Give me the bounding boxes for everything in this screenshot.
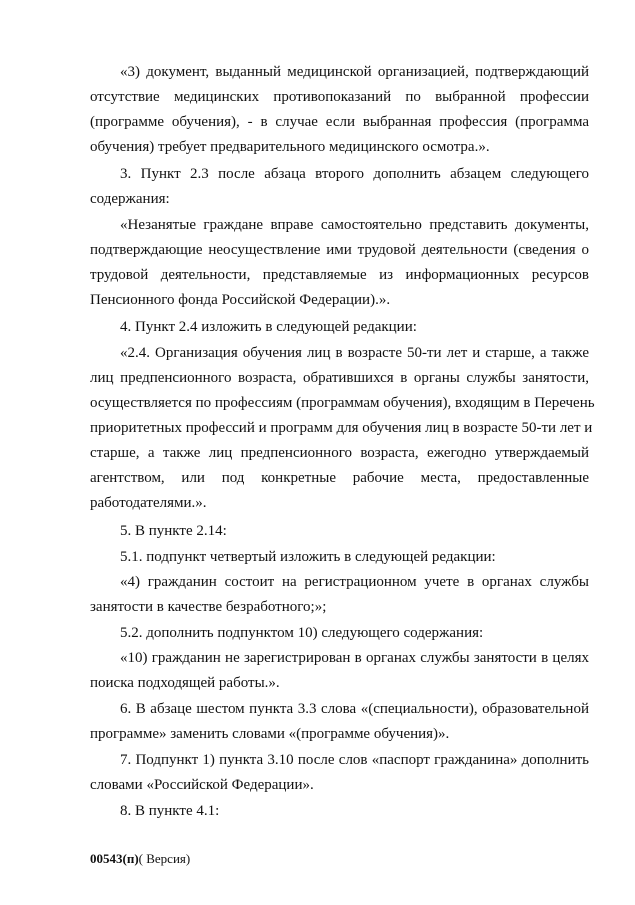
text-line: 5. В пункте 2.14:	[120, 523, 227, 539]
paragraph	[90, 162, 589, 212]
paragraph	[90, 646, 589, 696]
paragraph	[90, 697, 589, 747]
text-line: «2.4. Организация обучения лиц в возрасте 50-ти лет и старше, а также	[120, 345, 589, 361]
text-line: словами «Российской Федерации».	[90, 777, 314, 793]
text-line: занятости в качестве безработного;»;	[90, 599, 327, 615]
paragraph	[90, 545, 589, 570]
text-line: отсутствие медицинских противопоказаний по выбранной профессии	[90, 89, 589, 105]
text-line: подтверждающие неосуществление ими трудовой деятельности (сведения о	[90, 242, 589, 258]
text-line: трудовой деятельности, представляемые из информационных ресурсов	[90, 267, 589, 283]
paragraph	[90, 519, 589, 544]
text-line: поиска подходящей работы.».	[90, 675, 280, 691]
text-line: лиц предпенсионного возраста, обратившихся в органы службы занятости,	[90, 370, 589, 386]
text-line: приоритетных профессий и программ для обучения лиц в возрасте 50-ти лет и	[90, 420, 593, 436]
paragraph	[90, 213, 589, 313]
text-line: «Незанятые граждане вправе самостоятельно представить документы,	[120, 217, 589, 233]
text-line: обучения) требует предварительного медицинского осмотра.».	[90, 139, 490, 155]
paragraph	[90, 570, 589, 620]
text-line: 8. В пункте 4.1:	[120, 803, 220, 819]
text-line: «10) гражданин не зарегистрирован в органах службы занятости в целях	[120, 650, 589, 666]
paragraph	[90, 799, 589, 824]
text-line: 7. Подпункт 1) пункта 3.10 после слов «паспорт гражданина» дополнить	[120, 752, 589, 768]
text-line: 4. Пункт 2.4 изложить в следующей редакции:	[120, 319, 417, 335]
document-code: 00543(п)	[90, 851, 139, 866]
text-line: «3) документ, выданный медицинской организацией, подтверждающий	[120, 64, 589, 80]
text-line: Пенсионного фонда Российской Федерации).».	[90, 292, 391, 308]
text-line: 5.2. дополнить подпунктом 10) следующего содержания:	[120, 625, 484, 641]
paragraph	[90, 315, 589, 340]
document-footer	[90, 851, 190, 867]
paragraph	[90, 341, 595, 516]
text-line: 5.1. подпункт четвертый изложить в следующей редакции:	[120, 549, 496, 565]
text-line: «4) гражданин состоит на регистрационном учете в органах службы	[120, 574, 589, 590]
text-line: (программе обучения), - в случае если выбранная профессия (программа	[90, 114, 589, 130]
text-line: 6. В абзаце шестом пункта 3.3 слова «(специальности), образовательной	[120, 701, 589, 717]
text-line: работодателями.».	[90, 495, 207, 511]
paragraph	[90, 60, 589, 160]
paragraph	[90, 748, 589, 798]
version-label: ( Версия)	[138, 851, 191, 866]
text-line: программе» заменить словами «(программе обучения)».	[90, 726, 450, 742]
text-line: осуществляется по профессиям (программам обучения), входящим в Перечень	[90, 395, 595, 411]
text-line: агентством, или под конкретные рабочие места, предоставленные	[90, 470, 589, 486]
paragraph	[90, 621, 589, 646]
text-line: содержания:	[90, 191, 170, 207]
text-line: старше, а также лиц предпенсионного возраста, ежегодно утверждаемый	[90, 445, 589, 461]
text-line: 3. Пункт 2.3 после абзаца второго дополнить абзацем следующего	[120, 166, 589, 182]
